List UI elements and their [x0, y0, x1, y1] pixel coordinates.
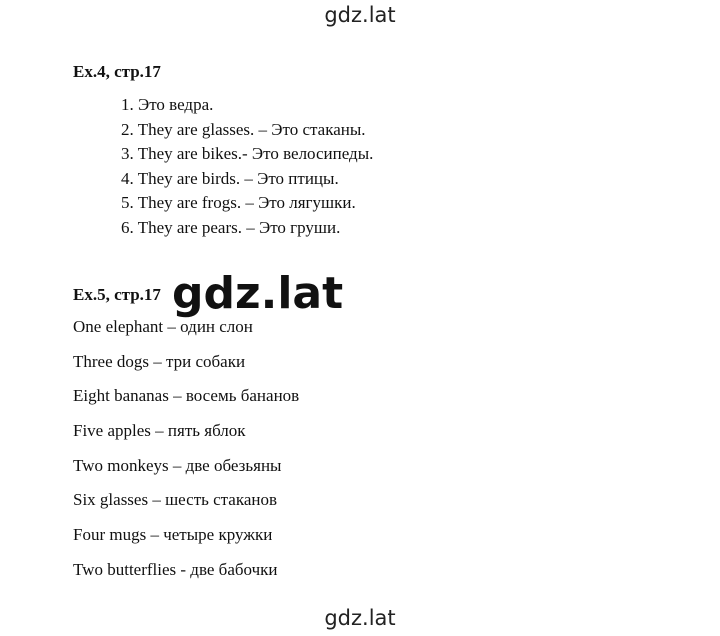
exercise-5-heading: Ex.5, стр.17	[73, 285, 161, 304]
exercise-4-heading: Ex.4, стр.17	[73, 62, 161, 81]
exercise-4-list	[121, 93, 373, 241]
watermark-top: gdz.lat	[324, 3, 396, 27]
list-item: Two butterflies - две бабочки	[73, 559, 278, 579]
list-item: 3. They are bikes.- Это велосипеды.	[121, 144, 374, 164]
list-item: Six glasses – шесть стаканов	[73, 490, 278, 510]
list-item: 1. Это ведра.	[121, 95, 214, 114]
list-item: Three dogs – три собаки	[73, 351, 246, 371]
list-item: Eight bananas – восемь бананов	[73, 386, 300, 406]
list-item: Five apples – пять яблок	[73, 421, 246, 441]
exercise-5-list	[73, 316, 299, 594]
watermark-bottom: gdz.lat	[324, 606, 396, 630]
list-item: 5. They are frogs. – Это лягушки.	[121, 193, 356, 213]
list-item: Two monkeys – две обезьяны	[73, 455, 282, 475]
list-item: 4. They are birds. – Это птицы.	[121, 168, 339, 188]
list-item: One elephant – один слон	[73, 317, 253, 336]
list-item: 6. They are pears. – Это груши.	[121, 217, 341, 237]
watermark-middle: gdz.lat	[172, 268, 344, 319]
list-item: 2. They are glasses. – Это стаканы.	[121, 119, 366, 139]
list-item: Four mugs – четыре кружки	[73, 525, 273, 545]
